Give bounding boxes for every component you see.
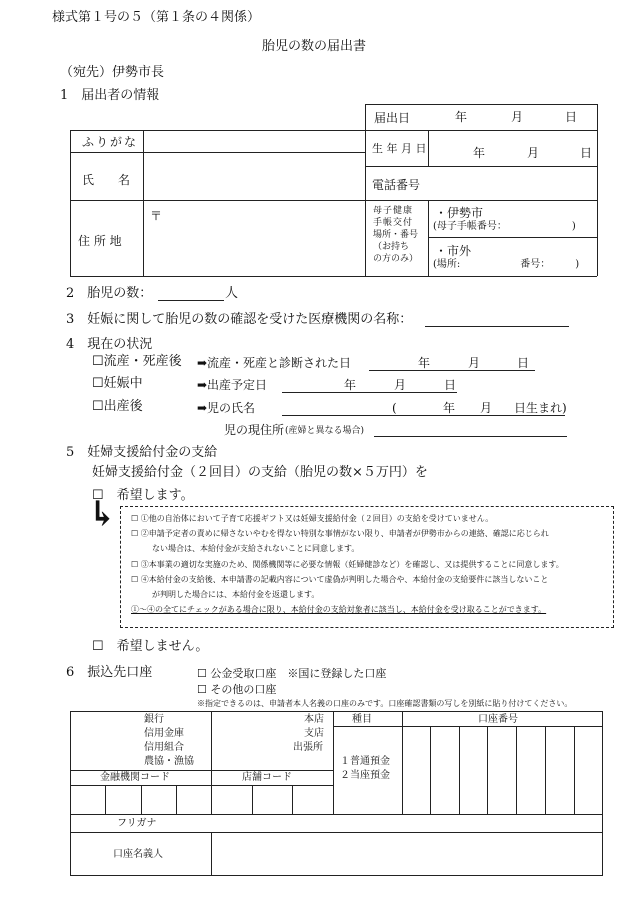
child-birth-paren: ( [392, 401, 397, 415]
due-day: 日 [444, 378, 457, 392]
birth-date-label: 生 年 月 日 [372, 142, 427, 155]
form-number: 様式第１号の５（第１条の４関係） [52, 10, 261, 25]
status-miscarriage-checkbox[interactable]: ☐流産・死産後 [92, 354, 182, 369]
submit-day[interactable]: 日 [565, 110, 578, 124]
medical-institution-label: 3 妊娠に関して胎児の数の確認を受けた医療機関の名称： [66, 312, 413, 327]
section5-heading: 5 妊婦支援給付金の支給 [66, 445, 218, 460]
submit-month[interactable]: 月 [511, 110, 524, 124]
due-month: 月 [394, 378, 407, 392]
medical-institution-input[interactable] [425, 326, 569, 327]
benefit-description: 妊婦支援給付金（２回目）の支給（胎児の数×５万円）を [92, 465, 428, 480]
public-account-checkbox[interactable]: ☐ 公金受取口座 ※国に登録した口座 [197, 667, 387, 680]
account-note: ※指定できるのは、申請者本人名義の口座のみです。口座確認書類の写しを別紙に貼り付けてください。 [197, 699, 573, 708]
due-date-input[interactable] [282, 392, 457, 393]
account-number-label: 口座番号 [478, 714, 518, 725]
fetus-count-input[interactable] [158, 300, 224, 301]
section4-heading: 4 現在の状況 [66, 337, 153, 352]
outside-city-option: ・市外 [435, 244, 472, 258]
consent-condition-note: ①〜④の全てにチェックがある場合に限り、本給付金の支給対象者に該当し、本給付金を受け取ることができます。 [131, 605, 547, 614]
ise-city-option: ・伊勢市 [435, 206, 484, 220]
miscarriage-month: 月 [468, 356, 481, 370]
child-address-input[interactable] [374, 436, 567, 437]
child-name-input[interactable] [282, 415, 565, 416]
postal-mark: 〒 [150, 209, 163, 223]
miscarriage-date-label: ➡流産・死産と診断された日 [197, 356, 352, 370]
fetus-count-unit: 人 [225, 286, 239, 301]
birth-month[interactable]: 月 [527, 146, 540, 160]
consent-3-checkbox[interactable]: ☐ ③本事業の適切な実施のため、関係機関等に必要な情報（妊婦健診など）を確認し、又は提供することに同意します。 [131, 560, 564, 569]
arrow-icon: ↳ [88, 494, 117, 534]
branch-type-head: 本店 [304, 714, 324, 725]
bank-code-label: 金融機関コード [100, 772, 170, 783]
furigana-label: ふりがな [82, 135, 139, 149]
account-holder-label: 口座名義人 [113, 849, 163, 860]
section1-heading: 1 届出者の情報 [60, 88, 160, 103]
consent-4-checkbox[interactable]: ☐ ④本給付金の支給後、本申請書の記載内容について虚偽が判明した場合や、本給付金の支給要件に該当しないこと [131, 575, 549, 584]
bank-type-shinkin: 信用金庫 [144, 728, 184, 739]
name-label: 氏 名 [82, 173, 131, 187]
miscarriage-day: 日 [517, 356, 530, 370]
branch-type-branch: 支店 [304, 728, 324, 739]
page-title: 胎児の数の届出書 [262, 39, 367, 54]
consent-4-continued: が判明した場合には、本給付金を返還します。 [152, 590, 320, 599]
birth-year[interactable]: 年 [473, 146, 486, 160]
child-birth-month: 月 [480, 401, 493, 415]
submit-year[interactable]: 年 [455, 110, 468, 124]
fetus-count-label: 2 胎児の数： [66, 286, 153, 301]
branch-code-label: 店舗コード [242, 772, 292, 783]
miscarriage-year: 年 [418, 356, 431, 370]
child-birth-year: 年 [443, 401, 456, 415]
address-label: 住 所 地 [78, 234, 122, 248]
child-address-label: 児の現住所 [224, 423, 285, 437]
bank-type-bank: 銀行 [144, 714, 164, 725]
account-furigana-label: フリガナ [117, 818, 157, 829]
miscarriage-date-input[interactable] [369, 370, 535, 371]
child-birth-suffix: 日生まれ) [514, 401, 567, 415]
kind-current-option[interactable]: ２当座預金 [340, 770, 390, 781]
want-benefit-checkbox[interactable]: ☐ 希望します。 [92, 488, 194, 503]
bank-type-nokyo: 農協・漁協 [144, 756, 194, 767]
not-want-benefit-checkbox[interactable]: ☐ 希望しません。 [92, 639, 209, 654]
due-date-label: ➡出産予定日 [197, 378, 268, 392]
due-year: 年 [344, 378, 357, 392]
consent-1-checkbox[interactable]: ☐ ①他の自治体において子育て応援ギフト又は妊婦支援給付金（２回目）の支給を受けていません。 [131, 514, 494, 523]
account-kind-label: 種目 [352, 714, 372, 725]
kind-ordinary-option[interactable]: １普通預金 [340, 756, 390, 767]
branch-type-office: 出張所 [293, 742, 323, 753]
consent-2-checkbox[interactable]: ☐ ②申請予定者の責めに帰さないやむを得ない特別な事情がない限り、申請者が伊勢市からの連絡、確認に応じられ [131, 529, 549, 538]
child-address-note: (産婦と異なる場合) [285, 426, 365, 436]
consent-2-continued: ない場合は、本給付金が支給されないことに同意します。 [152, 544, 360, 553]
ise-boshi-number[interactable]: (母子手帳番号： ) [433, 221, 576, 232]
outside-place-number[interactable]: (場所: 番号： ) [433, 259, 580, 270]
section6-heading: 6 振込先口座 [66, 665, 153, 680]
phone-label: 電話番号 [372, 178, 421, 192]
birth-day[interactable]: 日 [580, 146, 593, 160]
other-account-checkbox[interactable]: ☐ その他の口座 [197, 683, 277, 696]
addressee: （宛先）伊勢市長 [60, 65, 165, 80]
status-born-checkbox[interactable]: ☐出産後 [92, 399, 143, 414]
status-pregnant-checkbox[interactable]: ☐妊娠中 [92, 376, 143, 391]
bank-type-shinkumi: 信用組合 [144, 742, 184, 753]
child-name-label: ➡児の氏名 [197, 401, 256, 415]
submit-date-label: 届出日 [374, 111, 411, 125]
